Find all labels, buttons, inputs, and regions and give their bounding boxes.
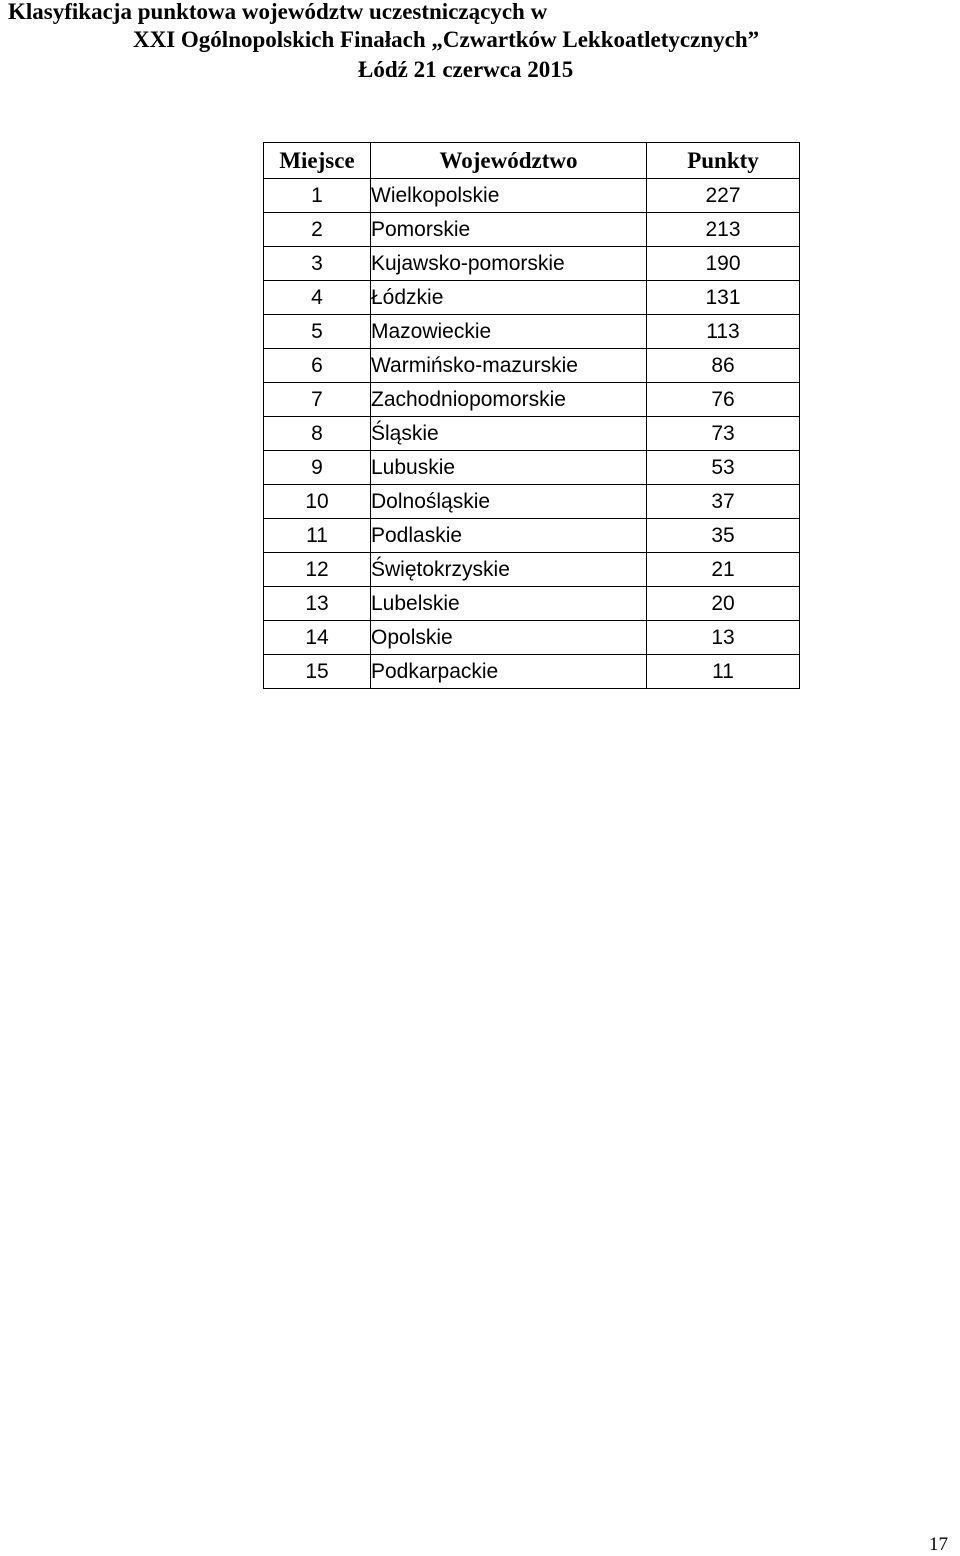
cell-voivodeship: Lubelskie	[371, 587, 647, 621]
cell-place: 8	[264, 417, 371, 451]
cell-points: 113	[647, 315, 800, 349]
table-row	[264, 621, 800, 655]
table-row	[264, 349, 800, 383]
column-header-points: Punkty	[647, 143, 800, 179]
page-number: 17	[929, 1534, 948, 1555]
table-row	[264, 213, 800, 247]
table-row	[264, 315, 800, 349]
table-row	[264, 451, 800, 485]
column-header-place: Miejsce	[264, 143, 371, 179]
cell-place: 14	[264, 621, 371, 655]
cell-voivodeship: Podlaskie	[371, 519, 647, 553]
cell-place: 2	[264, 213, 371, 247]
table-row	[264, 417, 800, 451]
ranking-table	[263, 142, 800, 689]
table-row	[264, 485, 800, 519]
table-row	[264, 281, 800, 315]
cell-place: 9	[264, 451, 371, 485]
cell-points: 20	[647, 587, 800, 621]
cell-voivodeship: Wielkopolskie	[371, 179, 647, 213]
cell-points: 11	[647, 655, 800, 689]
table-row	[264, 655, 800, 689]
cell-voivodeship: Mazowieckie	[371, 315, 647, 349]
cell-points: 131	[647, 281, 800, 315]
cell-points: 21	[647, 553, 800, 587]
table-row	[264, 553, 800, 587]
document-title-line-3: Łódź 21 czerwca 2015	[358, 57, 574, 82]
cell-voivodeship: Śląskie	[371, 417, 647, 451]
cell-points: 190	[647, 247, 800, 281]
cell-place: 12	[264, 553, 371, 587]
table-row	[264, 383, 800, 417]
cell-voivodeship: Kujawsko-pomorskie	[371, 247, 647, 281]
cell-points: 37	[647, 485, 800, 519]
cell-points: 213	[647, 213, 800, 247]
cell-points: 35	[647, 519, 800, 553]
cell-place: 6	[264, 349, 371, 383]
cell-place: 5	[264, 315, 371, 349]
cell-place: 15	[264, 655, 371, 689]
cell-voivodeship: Opolskie	[371, 621, 647, 655]
cell-voivodeship: Podkarpackie	[371, 655, 647, 689]
cell-points: 73	[647, 417, 800, 451]
cell-place: 4	[264, 281, 371, 315]
table-row	[264, 587, 800, 621]
column-header-voivodeship: Województwo	[371, 143, 647, 179]
cell-voivodeship: Warmińsko-mazurskie	[371, 349, 647, 383]
table-row	[264, 179, 800, 213]
cell-place: 11	[264, 519, 371, 553]
document-title-line-2: XXI Ogólnopolskich Finałach „Czwartków Lekkoatletycznych”	[133, 27, 760, 52]
cell-voivodeship: Pomorskie	[371, 213, 647, 247]
cell-voivodeship: Dolnośląskie	[371, 485, 647, 519]
cell-place: 10	[264, 485, 371, 519]
cell-voivodeship: Zachodniopomorskie	[371, 383, 647, 417]
cell-points: 76	[647, 383, 800, 417]
table-header-row	[264, 143, 800, 179]
cell-points: 86	[647, 349, 800, 383]
table-row	[264, 519, 800, 553]
cell-voivodeship: Świętokrzyskie	[371, 553, 647, 587]
cell-place: 13	[264, 587, 371, 621]
cell-points: 53	[647, 451, 800, 485]
cell-place: 3	[264, 247, 371, 281]
table-body	[264, 179, 800, 689]
cell-place: 7	[264, 383, 371, 417]
cell-place: 1	[264, 179, 371, 213]
document-title-line-1: Klasyfikacja punktowa województw uczestniczących w	[8, 0, 548, 24]
cell-points: 227	[647, 179, 800, 213]
cell-points: 13	[647, 621, 800, 655]
table-row	[264, 247, 800, 281]
cell-voivodeship: Lubuskie	[371, 451, 647, 485]
cell-voivodeship: Łódzkie	[371, 281, 647, 315]
